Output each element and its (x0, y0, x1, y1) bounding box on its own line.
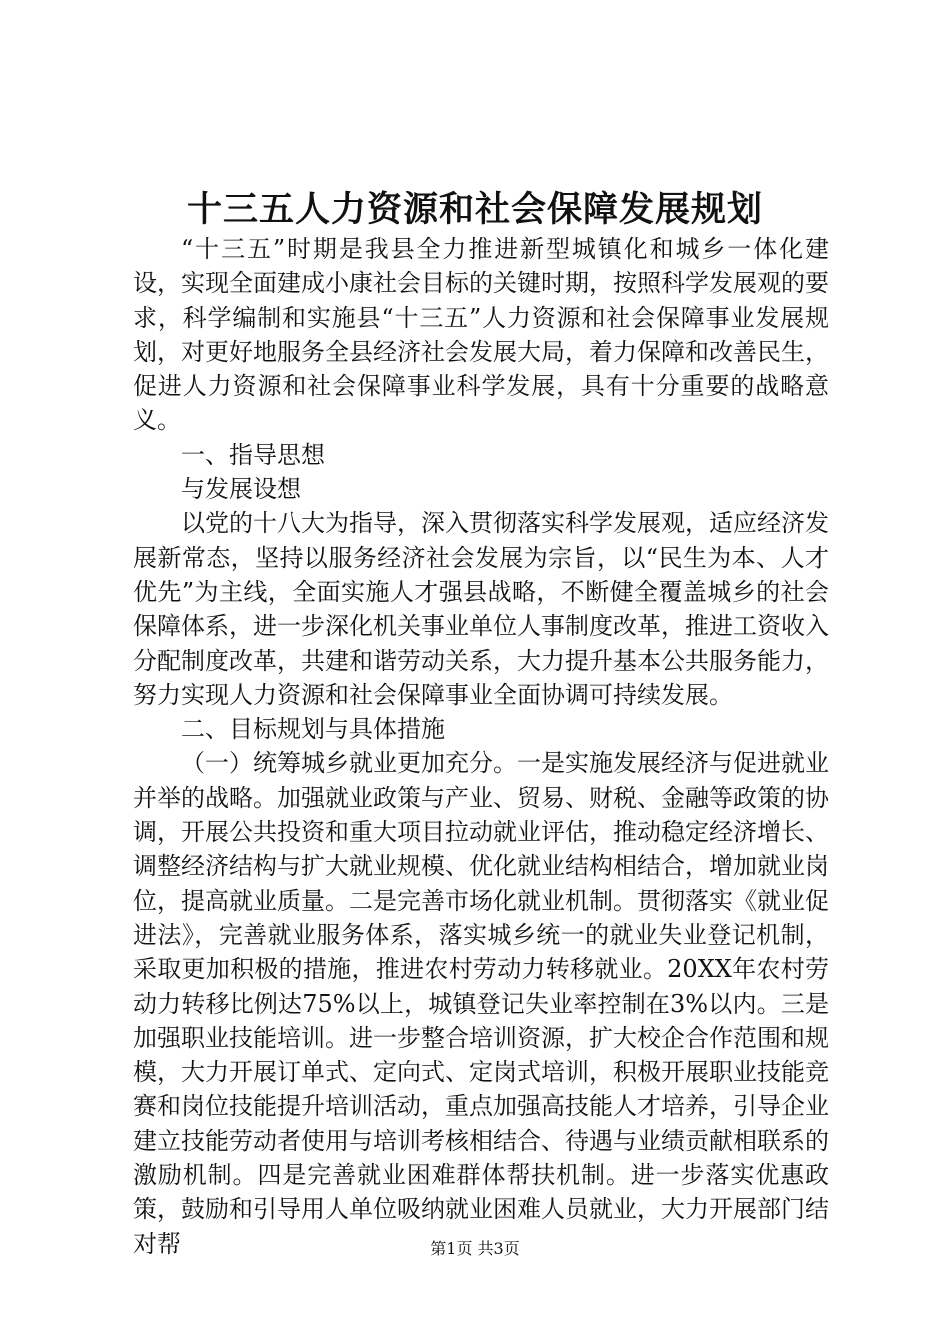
section-heading-goals-measures: 二、目标规划与具体措施 (181, 715, 445, 744)
document-title: 十三五人力资源和社会保障发展规划 (186, 189, 763, 230)
section-heading-guiding-thought: 一、指导思想 (181, 440, 325, 469)
intro-paragraph: “十三五”时期是我县全力推进新型城镇化和城乡一体化建设，实现全面建成小康社会目标的关键时期，按照科学发展观的要求，科学编制和实施县“十三五”人力资源和社会保障事业发展规划，对更好地服务全县经济社会发展大局，着力保障和改善民生，促进人力资源和社会保障事业科学发展，具有十分重要的战略意义。 (133, 235, 829, 435)
guiding-paragraph: 以党的十八大为指导，深入贯彻落实科学发展观，适应经济发展新常态，坚持以服务经济社会发展为宗旨，以“民生为本、人才优先”为主线，全面实施人才强县战略，不断健全覆盖城乡的社会保障体系，进一步深化机关事业单位人事制度改革，推进工资收入分配制度改革，共建和谐劳动关系，大力提升基本公共服务能力，努力实现人力资源和社会保障事业全面协调可持续发展。 (133, 509, 829, 709)
page-number-footer: 第1页 共3页 (430, 1239, 520, 1258)
document-body (133, 232, 829, 1261)
section-heading-development-vision: 与发展设想 (181, 475, 301, 504)
employment-paragraph: （一）统筹城乡就业更加充分。一是实施发展经济与促进就业并举的战略。加强就业政策与产业、贸易、财税、金融等政策的协调，开展公共投资和重大项目拉动就业评估，推动稳定经济增长、调整经济结构与扩大就业规模、优化就业结构相结合，增加就业岗位，提高就业质量。二是完善市场化就业机制。贯彻落实《就业促进法》，完善就业服务体系，落实城乡统一的就业失业登记机制，采取更加积极的措施，推进农村劳动力转移就业。20XX年农村劳动力转移比例达75%以上，城镇登记失业率控制在3%以内。三是加强职业技能培训。进一步整合培训资源，扩大校企合作范围和规模，大力开展订单式、定向式、定岗式培训，积极开展职业技能竞赛和岗位技能提升培训活动，重点加强高技能人才培养，引导企业建立技能劳动者使用与培训考核相结合、待遇与业绩贡献相联系的激励机制。四是完善就业困难群体帮扶机制。进一步落实优惠政策，鼓励和引导用人单位吸纳就业困难人员就业，大力开展部门结对帮 (133, 749, 829, 1258)
